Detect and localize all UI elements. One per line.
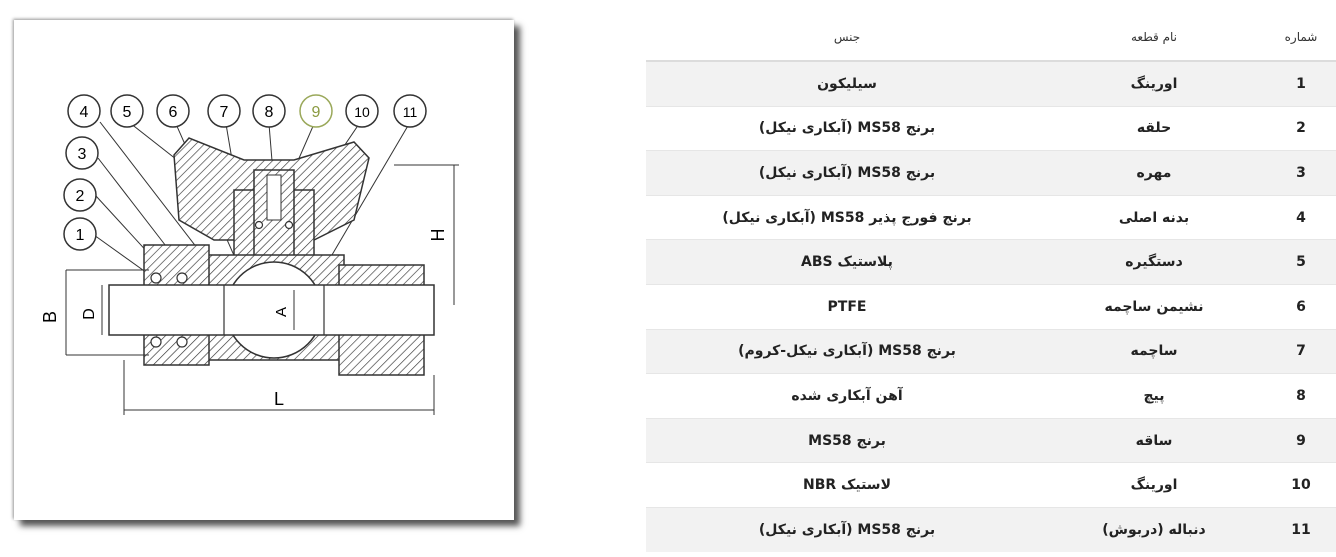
cell-number: 9 xyxy=(1260,418,1336,463)
dim-l: L xyxy=(273,389,285,409)
cell-number: 8 xyxy=(1260,374,1336,419)
cell-name: نشیمن ساچمه xyxy=(1048,284,1260,329)
header-number: شماره xyxy=(1260,14,1336,61)
cell-name: حلقه xyxy=(1048,106,1260,151)
table-row xyxy=(646,106,1336,151)
bore xyxy=(109,285,434,335)
svg-text:6: 6 xyxy=(168,104,178,121)
balloon-3 xyxy=(66,137,98,169)
dim-d: D xyxy=(81,308,98,320)
table-row xyxy=(646,151,1336,196)
parts-table xyxy=(646,14,1336,552)
cell-name: دستگیره xyxy=(1048,240,1260,285)
balloon-9 xyxy=(300,95,332,127)
svg-text:3: 3 xyxy=(77,146,87,163)
valve-drawing xyxy=(14,20,514,520)
cell-number: 4 xyxy=(1260,195,1336,240)
header-material: جنس xyxy=(646,14,1048,61)
cell-material: برنج MS58 (آبکاری نیکل) xyxy=(646,106,1048,151)
valve-cross-section xyxy=(14,20,514,520)
cell-material: آهن آبکاری شده xyxy=(646,374,1048,419)
table-row xyxy=(646,284,1336,329)
table-row xyxy=(646,374,1336,419)
svg-text:5: 5 xyxy=(122,104,132,121)
table-row xyxy=(646,195,1336,240)
cell-material: برنج MS58 xyxy=(646,418,1048,463)
cell-name: پیچ xyxy=(1048,374,1260,419)
balloon-6 xyxy=(157,95,189,127)
cell-material: برنج MS58 (آبکاری نیکل-کروم) xyxy=(646,329,1048,374)
dim-b: B xyxy=(40,310,60,324)
header-name: نام قطعه xyxy=(1048,14,1260,61)
table-row xyxy=(646,418,1336,463)
cell-name: اورینگ xyxy=(1048,61,1260,106)
cell-number: 10 xyxy=(1260,463,1336,508)
cell-number: 7 xyxy=(1260,329,1336,374)
svg-text:2: 2 xyxy=(75,188,85,205)
cell-number: 3 xyxy=(1260,151,1336,196)
table-row xyxy=(646,240,1336,285)
svg-text:11: 11 xyxy=(402,104,418,120)
dim-h: H xyxy=(428,228,448,242)
cell-number: 2 xyxy=(1260,106,1336,151)
cell-number: 5 xyxy=(1260,240,1336,285)
balloon-5 xyxy=(111,95,143,127)
cell-name: ساچمه xyxy=(1048,329,1260,374)
table-row xyxy=(646,463,1336,508)
cell-material: سیلیکون xyxy=(646,61,1048,106)
balloon-11 xyxy=(394,95,426,127)
balloon-8 xyxy=(253,95,285,127)
cell-name: اورینگ xyxy=(1048,463,1260,508)
table-row xyxy=(646,61,1336,106)
cell-name: ساقه xyxy=(1048,418,1260,463)
cell-material: PTFE xyxy=(646,284,1048,329)
table-header-row xyxy=(646,14,1336,61)
balloon-2 xyxy=(64,179,96,211)
cell-number: 1 xyxy=(1260,61,1336,106)
svg-text:4: 4 xyxy=(79,104,89,121)
cell-material: برنج MS58 (آبکاری نیکل) xyxy=(646,507,1048,551)
cell-name: مهره xyxy=(1048,151,1260,196)
table-row xyxy=(646,507,1336,551)
svg-text:8: 8 xyxy=(264,104,274,121)
screw xyxy=(267,175,281,220)
cell-name: دنباله (دربوش) xyxy=(1048,507,1260,551)
svg-text:7: 7 xyxy=(219,104,229,121)
balloon-4 xyxy=(68,95,100,127)
cell-material: برنج فورج پذیر MS58 (آبکاری نیکل) xyxy=(646,195,1048,240)
svg-text:9: 9 xyxy=(311,104,321,121)
cell-number: 6 xyxy=(1260,284,1336,329)
balloon-7 xyxy=(208,95,240,127)
table-row xyxy=(646,329,1336,374)
cell-material: پلاستیک ABS xyxy=(646,240,1048,285)
cell-name: بدنه اصلی xyxy=(1048,195,1260,240)
balloon-10 xyxy=(346,95,378,127)
dim-a: A xyxy=(273,306,290,318)
balloon-1 xyxy=(64,218,96,250)
cell-material: لاستیک NBR xyxy=(646,463,1048,508)
cell-number: 11 xyxy=(1260,507,1336,551)
svg-text:1: 1 xyxy=(75,227,85,244)
cell-material: برنج MS58 (آبکاری نیکل) xyxy=(646,151,1048,196)
svg-text:10: 10 xyxy=(354,104,370,120)
